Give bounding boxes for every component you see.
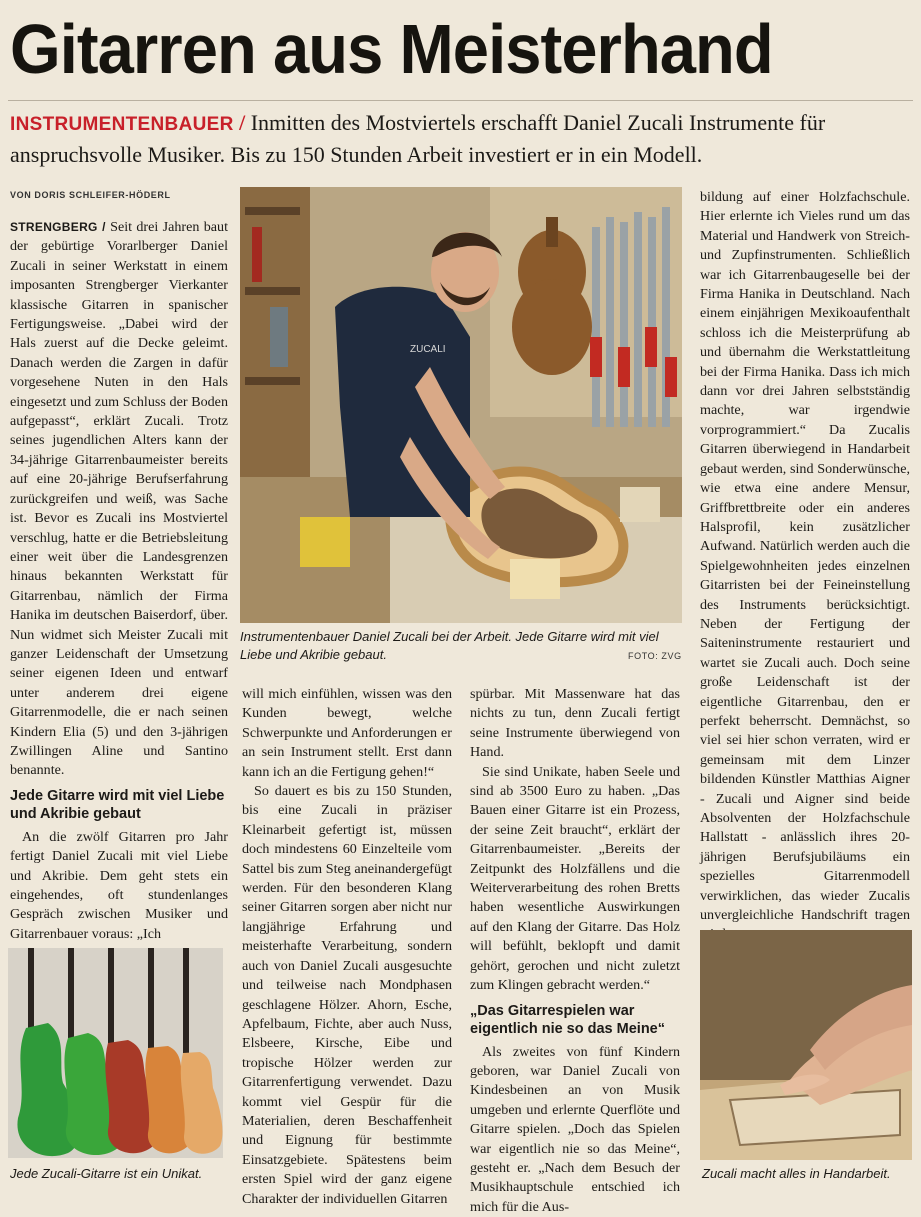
paragraph [10, 218, 228, 781]
paragraph: bildung auf einer Holzfachschule. Hier erlernte ich Vieles rund um das Material und Handwerk von Streich- und Zupfinstrumenten. Schließlich war ich Gitarrenbaugeselle bei der Firma Hanika in Deutschland. Nach einem einjährigen Mexikoaufenthalt schloss ich die Meisterprüfung ab und übernahm die Werkstattleitung bei der Firma Hanika. Dass ich mich dann vor drei Jahren selbstständig machte, war irgendwie vorprogrammiert.“ Da Zucalis Gitarren überwiegend in Handarbeit gebaut werden, sind Sonderwünsche, wie etwa eine andere Mensur, Griffbrettbreite oder ein anderes Halsprofil, kein zusätzlicher Aufwand. Natürlich werden auch die Spielgewohnheiten jedes einzelnen Gitarristen bei der Feineinstellung des Instruments berücksichtigt. Neben der Fertigung der Saiteninstrumente restauriert und wartet sie Zucali auch. Doch seine große Leidenschaft ist der eigentliche Gitarrenbau, den er perfekt beherrscht. Demnächst, so viel sei hier schon verraten, wird er gemeinsam mit dem Linzer bildenden Künstler Matthias Aigner - Zucali und Aigner sind beide Absolventen der Holzfachschule Hallstatt - anlässlich ihres 20-jährigen Berufsjubiläums ein spezielles Gitarrenmodell verwirklichen, das wieder Zucalis unvergleichliche Handschrift tragen [700, 188, 910, 945]
teaser [10, 108, 910, 170]
subhead: „Das Gitarrespielen war eigentlich nie so das Meine“ [470, 1002, 680, 1038]
byline: VON DORIS SCHLEIFER-HÖDERL [10, 190, 171, 200]
workshop-photo [240, 187, 682, 623]
paragraph: So dauert es bis zu 150 Stunden, bis eine Zucali in präziser Kleinarbeit gefertigt ist, müssen doch mindestens 60 Einzelteile vom Sattel bis zum Steg aneinandergefügt werden. Für den besonderen Klang seiner Gitarren sorgen aber nicht nur langjährige Erfahrung und meisterhafte Verarbeitung, sondern auch von Daniel Zucali ausgesuchte und teilweise nach Mondphasen geschlagene Hölzer. Ahorn, Esche, Apfelbaum, Fichte, aber auch Nuss, Elsbeere, Kirsche, Eibe und tropische Hölzer werden zur Gitarrenfertigung verwendet. Dazu kommt viel Gespür für die Materialien, deren Beschaffenheit und Eignung für bestimmte Einsatzgebiete. Spätestens beim ersten Spiel wird der ganz eigene Charakter der individuellen Gitarren [242, 782, 452, 1209]
subhead: Jede Gitarre wird mit viel Liebe und Akribie gebaut [10, 787, 228, 823]
paragraph-text: Seit drei Jahren baut der gebürtige Vorarlberger Daniel Zucali in seiner Werkstatt in einem imposanten Strengberger Vierkanter klassische Gitarren in spanischer Fertigungsweise. „Dabei wird der Hals zuerst auf die Decke geleimt. Danach werden die Zargen in dafür vorgesehene Nuten in den Hals eingesetzt und zum Schluss der Boden aufgepasst“, erklärt Zucali. Trotz seines jugendlichen Alters kann der 34-jährige Gitarrenbaumeister bereits auf eine 20-jährige Berufserfahrung zurückgreifen und weiß, was Sache ist. Bevor es Zucali ins Mostviertel verschlug, hatte er die Betriebsleitung einer weit über die Landesgrenzen hinaus bekannten Werkstatt für Gitarrenbau, nämlich der Firma Hanika im deutschen Baiserdorf, über. Nun widmet sich Meister Zucali mit ganzer Leidenschaft der Umsetzung seiner eigenen Ideen und entwarf unter anderem drei eigene Gitarrenmodelle, die er nach seinen Kindern Elia (5) und den 3-jährigen Zwillingen Aline und Santino benannte. [10, 219, 228, 778]
kicker-separator: / [239, 110, 245, 135]
paragraph: spürbar. Mit Massenware hat das nichts zu tun, denn Zucali fertigt seine Instrumente überwiegend von Hand. [470, 685, 680, 763]
shirt-text: ZUCALI [410, 344, 446, 355]
guitars-illustration [8, 948, 223, 1158]
guitars-photo [8, 948, 223, 1158]
paragraph: will mich einfühlen, wissen was den Kunden bewegt, welche Schwerpunkte und Anforderungen er an sein Instrument stellt. Erst dann kann ich an die Fertigung gehen!“ [242, 685, 452, 782]
kicker: INSTRUMENTENBAUER [10, 114, 234, 135]
column-4 [700, 188, 910, 945]
column-3 [470, 685, 680, 1217]
paragraph: Als zweites von fünf Kindern geboren, war Daniel Zucali von Kindesbeinen an von Musik umgeben und erlernte Querflöte und Gitarre spielen. „Doch das Spielen war eigentlich nie so das Meine“, gesteht er. „Nach dem Besuch der Musikhauptschule entschied ich mich für die Aus- [470, 1043, 680, 1217]
headline: Gitarren aus Meisterhand [10, 8, 847, 90]
paragraph: Sie sind Unikate, haben Seele und sind ab 3500 Euro zu haben. „Das Bauen einer Gitarre ist ein Prozess, der seine Zeit braucht“, erklärt der Gitarrenbaumeister. „Bereits der Zeitpunkt des Holzfällens und die Weiterverarbeitung des rohen Bretts haben wesentliche Auswirkungen auf den Klang der Gitarre. Das Holz will befühlt, beklopft und damit gehört, gerochen und nicht zuletzt zum Klingen gebracht werden.“ [470, 763, 680, 996]
guitars-caption: Jede Zucali-Gitarre ist ein Unikat. [10, 1165, 225, 1183]
workshop-illustration [240, 187, 682, 623]
hands-photo [700, 930, 912, 1160]
main-photo-caption: Instrumentenbauer Daniel Zucali bei der Arbeit. Jede Gitarre wird mit viel Liebe und Akribie gebaut. [240, 628, 682, 664]
column-1 [10, 218, 228, 944]
hands-caption: Zucali macht alles in Handarbeit. [702, 1165, 914, 1183]
teaser-text: Inmitten des Mostviertels erschafft Daniel Zucali Instrumente für anspruchsvolle Musiker. Bis zu 150 Stunden Arbeit investiert er in ein Modell. [10, 110, 825, 167]
headline-divider [8, 100, 913, 101]
paragraph: An die zwölf Gitarren pro Jahr fertigt Daniel Zucali mit viel Liebe und Akribie. Dem geht stets ein eingehendes, oft stundenlanges Gespräch zwischen Musiker und Gitarrenbauer voraus: „Ich [10, 828, 228, 944]
photo-credit: FOTO: ZVG [628, 651, 682, 661]
dateline: STRENGBERG / [10, 220, 106, 234]
hands-illustration [700, 930, 912, 1160]
column-2 [242, 685, 452, 1209]
